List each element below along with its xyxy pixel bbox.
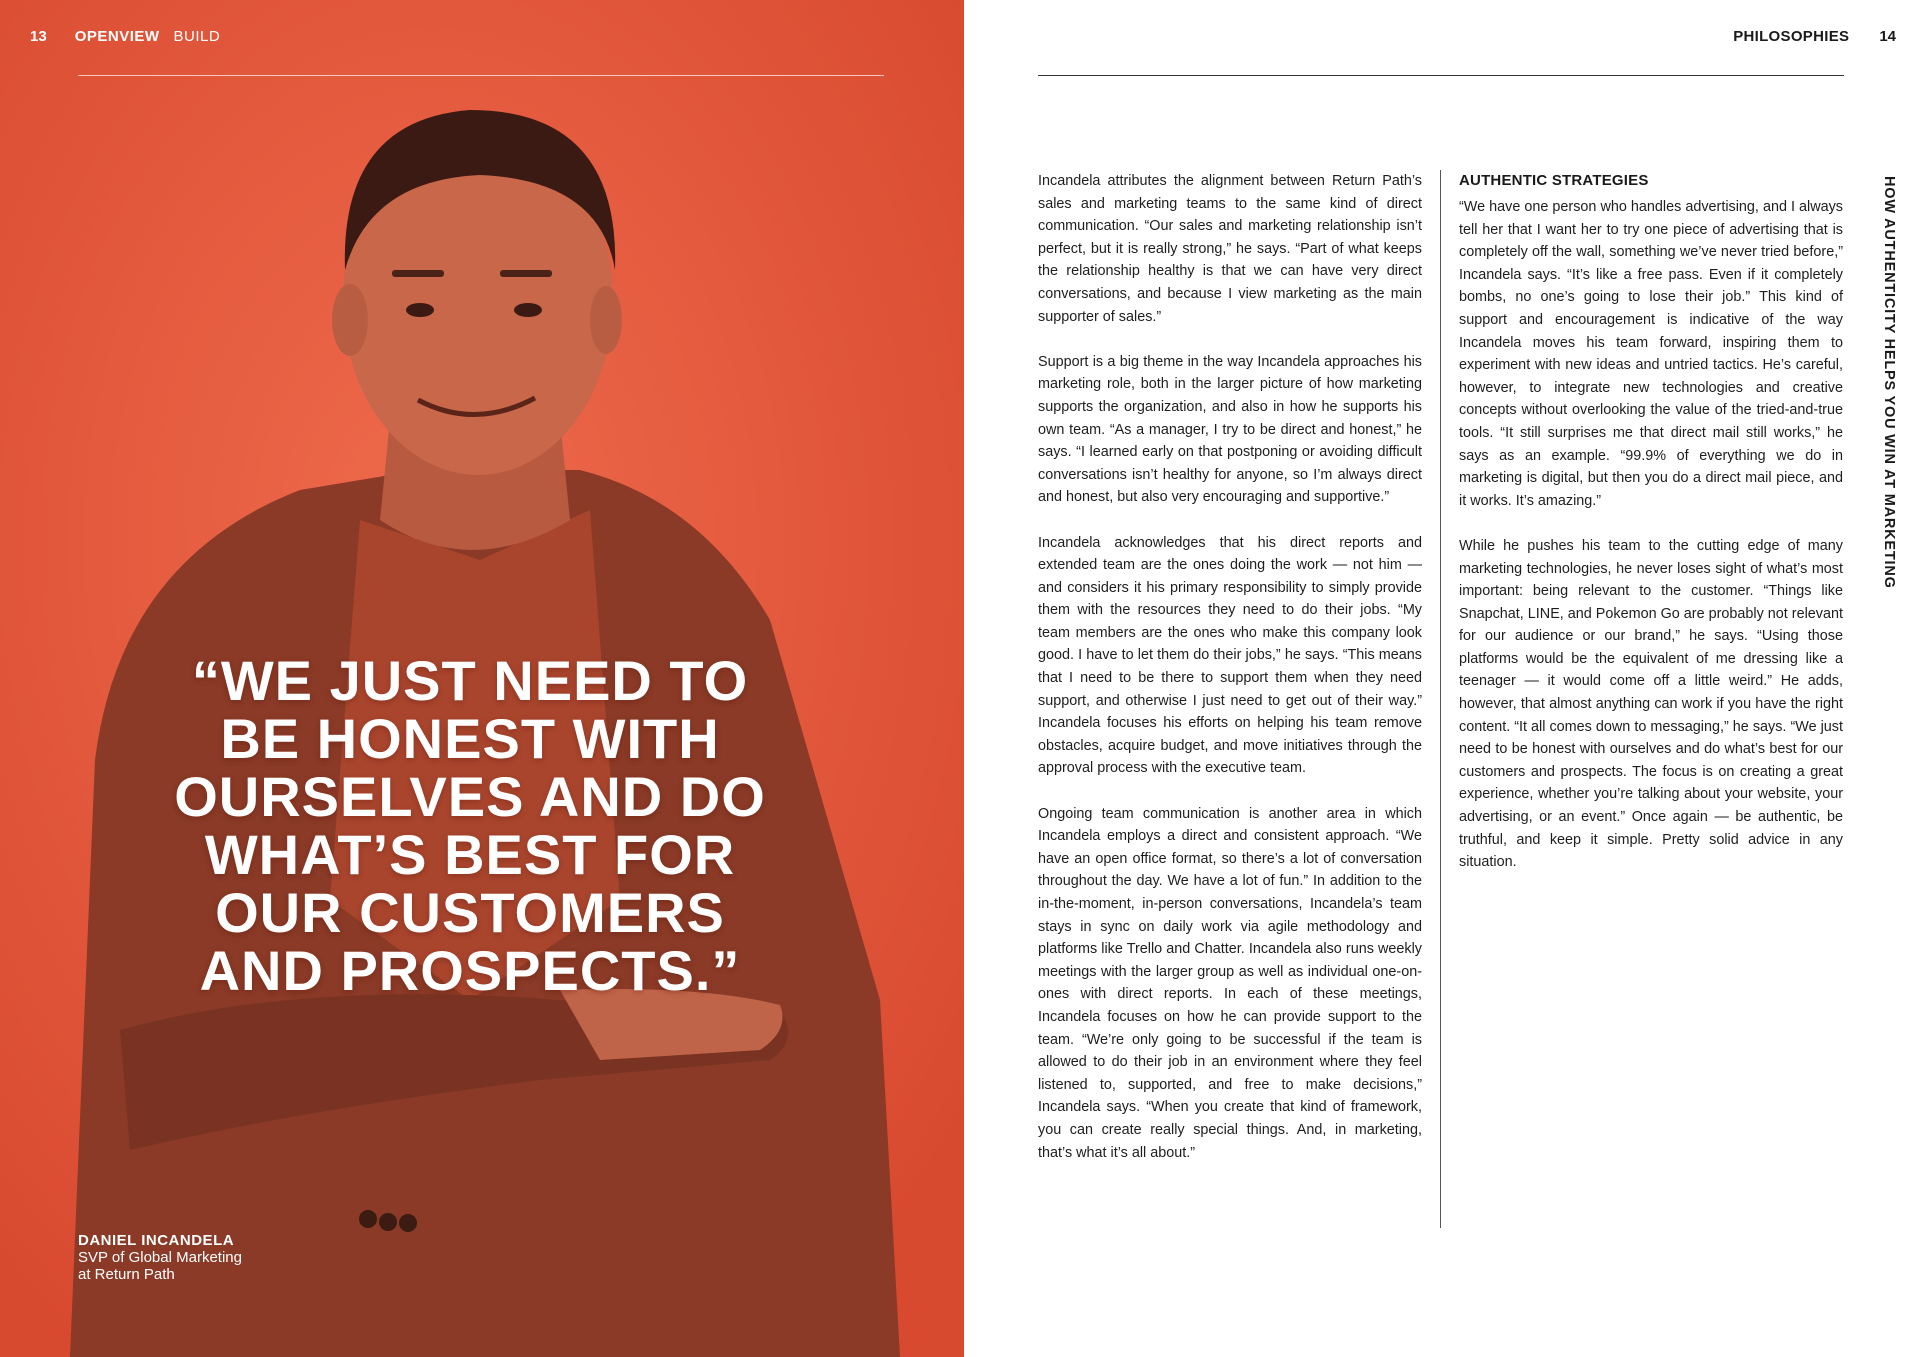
paragraph: Incandela acknowledges that his direct reports and extended team are the ones doing the work — not him —and considers it his primary responsibility to simply provide them with the resources they need to do their jobs. “My team members are the ones who make this company look good. I have to let them do their jobs,” he says. “This means that I need to be there to support them when they need support, and otherwise I just need to get out of their way.” Incandela focuses his efforts on helping his team remove obstacles, acquire budget, and move initiatives through the approval process with the executive team. <box>1038 534 1422 777</box>
column-divider <box>1440 170 1441 1228</box>
paragraph: Support is a big theme in the way Incandela approaches his marketing role, both in the larger picture of how marketing supports the organization, and also in how he supports his own team. “As a manager, I try to be direct and honest,” he says. “I learned early on that postponing or avoiding difficult conversations isn’t healthy for anyone, so I’m always direct and honest, but also very encouraging and supportive.” <box>1038 353 1422 506</box>
paragraph: While he pushes his team to the cutting edge of many marketing technologies, he never loses sight of what’s most important: being relevant to the customer. “Things like Snapchat, LINE, and Pokemon Go are probably not relevant for our audience or our brand,” he says. “Using those platforms would be the equivalent of me dressing like a teenager — it would come off a little weird.” He adds, however, that almost anything can work if you have the right content. “It all comes down to messaging,” he says. “We just need to be honest with ourselves and do what’s best for our customers and prospects. The focus is on creating a great experience, whether you’re talking about your website, your advertising, or an event.” Once again — be authentic, be truthful, and keep it simple. Pretty solid advice in any situation. <box>1459 537 1843 871</box>
pull-quote-line: WHAT’S BEST FOR <box>204 823 736 886</box>
photo-caption <box>78 1232 242 1283</box>
paragraph: Ongoing team communication is another area in which Incandela employs a direct and consistent approach. “We have an open office format, so there’s a lot of conversation throughout the day. We have a lot of fun.” In addition to the in-the-moment, in-person conversations, Incandela’s team stays in sync on daily work via agile methodology and platforms like Trello and Chatter. Incandela also runs weekly meetings with the larger group as well as individual one-on-ones with direct reports. In each of these meetings, Incandela focuses on how he can provide support to the team. “We’re only going to be successful if the team is allowed to do their job in an environment where they feel listened to, supported, and free to make decisions,” Incandela says. “When you create that kind of framework, you can create really special things. And, in marketing, that’s what it’s all about.” <box>1038 805 1422 1161</box>
header-rule <box>1038 75 1844 76</box>
section-label: BUILD <box>173 28 221 45</box>
pull-quote-line: OUR CUSTOMERS <box>215 881 725 944</box>
caption-company: at Return Path <box>78 1266 175 1283</box>
publication-brand: OPENVIEW <box>74 28 160 45</box>
page-number: 14 <box>1879 28 1896 45</box>
section-label: PHILOSOPHIES <box>1733 28 1850 45</box>
article-column-2 <box>1459 170 1843 896</box>
pull-quote-line: OURSELVES AND DO <box>174 765 766 828</box>
article-column-1 <box>1038 170 1422 1187</box>
paragraph: Incandela attributes the alignment between Return Path’s sales and marketing teams to the same kind of direct communication. “Our sales and marketing relationship isn’t perfect, but it is really strong,” he says. “Part of what keeps the relationship healthy is that we can have very direct conversations, and because I view marketing as the main supporter of sales.” <box>1038 173 1422 325</box>
header-rule <box>78 75 884 76</box>
right-page-header <box>1733 28 1896 48</box>
vertical-article-title: HOW AUTHENTICITY HELPS YOU WIN AT MARKETING <box>1881 176 1897 589</box>
pull-quote-line: BE HONEST WITH <box>220 707 720 770</box>
subheading: AUTHENTIC STRATEGIES <box>1459 172 1649 189</box>
left-page-header <box>30 28 220 48</box>
pull-quote-line: AND PROSPECTS.” <box>199 939 741 1002</box>
caption-name: DANIEL INCANDELA <box>78 1232 235 1249</box>
page-number: 13 <box>30 28 47 45</box>
paragraph: “We have one person who handles advertising, and I always tell her that I want her to try one piece of advertising that is completely off the wall, something we’ve never tried before,” Incandela says. “It’s like a free pass. Even if it completely bombs, no one’s going to lose their job.” This kind of support and encouragement is indicative of the way Incandela moves his team forward, inspiring them to experiment with new ideas and untried tactics. He’s careful, however, to integrate new technologies and creative concepts without overlooking the value of the tried-and-true tools. “It still surprises me that direct mail still works,” he says as an example. “99.9% of everything we do in marketing is digital, but then you do a direct mail piece, and it works. It’s amazing.” <box>1459 199 1843 509</box>
pull-quote <box>140 649 800 1002</box>
pull-quote-line: “WE JUST NEED TO <box>191 649 749 712</box>
caption-title: SVP of Global Marketing <box>78 1249 242 1266</box>
